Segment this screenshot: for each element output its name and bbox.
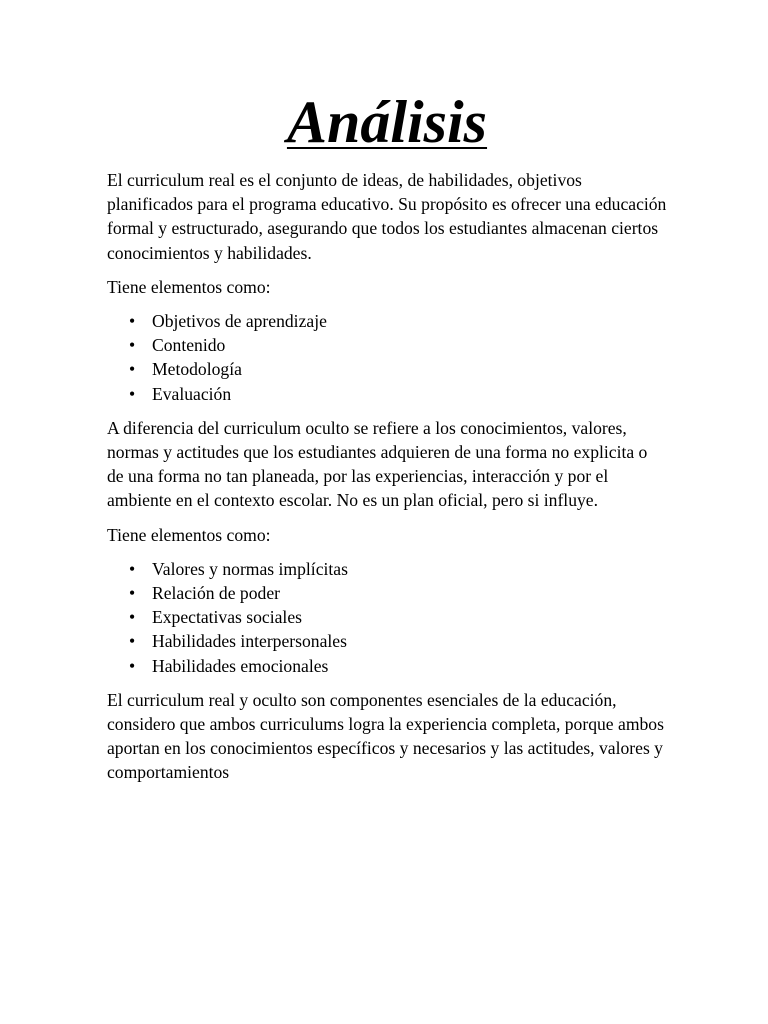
paragraph-elements-intro-1: Tiene elementos como: (107, 276, 271, 297)
paragraph-conclusion: El curriculum real y oculto son componentes esenciales de la educación, considero que ambos curriculums logra la experiencia completa, porque ambos aportan en los conocimientos específicos y necesarios y las actitudes, valores y comportamientos (107, 689, 664, 783)
bullet-icon: • (129, 383, 136, 404)
bullet-icon: • (129, 558, 136, 579)
list-item: • Valores y normas implícitas (107, 557, 667, 581)
bullet-icon: • (129, 311, 136, 332)
bullet-icon: • (129, 359, 136, 380)
paragraph-curriculum-real: El curriculum real es el conjunto de ideas, de habilidades, objetivos planificados para el programa educativo. Su propósito es ofrecer una educación formal y estructurado, asegurando que todos los estudiantes almacenan ciertos conocimientos y habilidades. (107, 170, 667, 263)
list-item: • Habilidades emocionales (107, 654, 667, 678)
bullet-icon: • (129, 335, 136, 356)
list-item: • Relación de poder (107, 581, 667, 605)
bullet-icon: • (129, 607, 136, 628)
document-title: Análisis (286, 89, 488, 155)
list-item: • Contenido (107, 333, 667, 357)
paragraph-curriculum-oculto: A diferencia del curriculum oculto se refiere a los conocimientos, valores, normas y actitudes que los estudiantes adquieren de una forma no explicita o de una forma no tan planeada, por las experiencias, interacción y por el ambiente en el contexto escolar. No es un plan oficial, pero si influye. (107, 417, 648, 511)
list-item: • Evaluación (107, 382, 667, 406)
list-item: • Metodología (107, 357, 667, 381)
bullet-icon: • (129, 583, 136, 604)
list-item: • Habilidades interpersonales (107, 629, 667, 653)
elements-list-real (107, 309, 667, 406)
bullet-icon: • (129, 631, 136, 652)
list-item: • Expectativas sociales (107, 605, 667, 629)
elements-list-oculto (107, 557, 667, 678)
bullet-icon: • (129, 655, 136, 676)
document-page (107, 88, 667, 795)
list-item: • Objetivos de aprendizaje (107, 309, 667, 333)
paragraph-elements-intro-2: Tiene elementos como: (107, 524, 271, 545)
